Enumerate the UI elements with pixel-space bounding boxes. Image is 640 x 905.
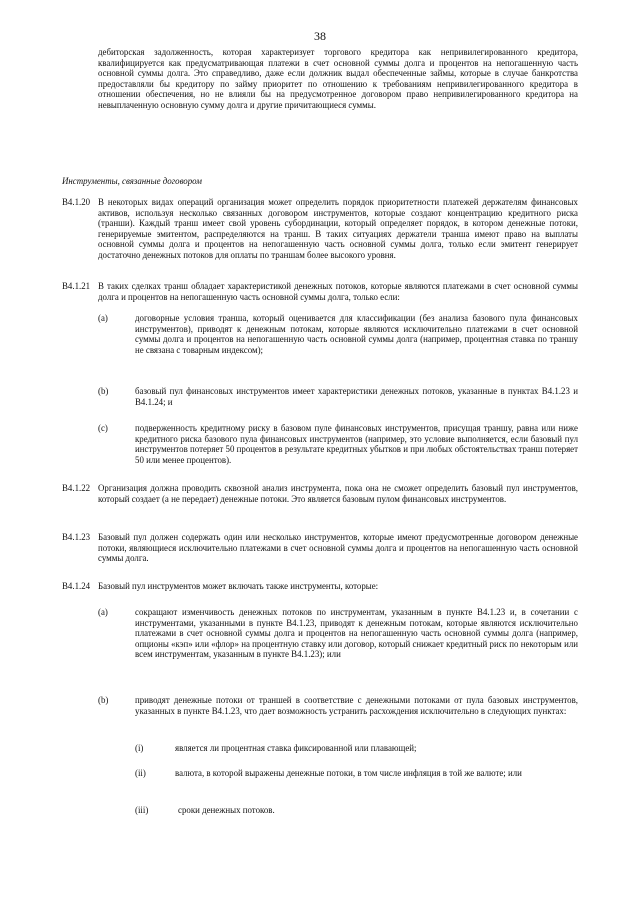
paragraph-text: Организация должна проводить сквозной анализ инструмента, пока она не сможет определить базовый пул инструментов, который создает (а не передает) денежные потоки. Это является базовым пулом финансовых инструментов. bbox=[98, 483, 578, 504]
paragraph-text: В таких сделках транш обладает характеристикой денежных потоков, которые являются платежами в счет основной суммы долга и процентов на непогашенную часть основной суммы долга, только если: bbox=[98, 281, 578, 302]
sublist-item-text: валюта, в которой выражены денежные потоки, в том числе инфляция в той же валюте; или bbox=[175, 768, 522, 778]
paragraph-code: B4.1.23 bbox=[62, 532, 91, 542]
paragraph-text: В некоторых видах операций организация может определить порядок приоритетности платежей держателям финансовых активов, используя несколько связанных договором инструментов, которые создают концентрацию кредитного риска (транши). Каждый транш имеет свой уровень субординации, который определяет порядок, в котором денежные потоки, генерируемые эмитентом, распределяются на транш. В таких ситуациях держатели транша имеют право на выплаты основной суммы долга и процентов на непогашенную часть основной суммы долга, только если эмитент генерирует достаточно денежных потоков для оплаты по траншам более высокого уровня. bbox=[98, 197, 578, 260]
list-item-text: базовый пул финансовых инструментов имеет характеристики денежных потоков, указанные в пунктах B4.1.23 и B4.1.24; и bbox=[135, 386, 578, 407]
list-item-label: (a) bbox=[98, 607, 108, 617]
list-item-text: договорные условия транша, который оценивается для классификации (без анализа базового пула финансовых инструментов), приводят к денежным потокам, которые являются исключительно платежами в счет основной суммы долга и процентов на непогашенную часть основной суммы долга (например, процентная ставка по траншу не связана с товарным индексом); bbox=[135, 313, 578, 355]
section-heading: Инструменты, связанные договором bbox=[62, 176, 202, 186]
sublist-item-label: (iii) bbox=[135, 805, 149, 815]
sublist-item-label: (i) bbox=[135, 743, 144, 753]
list-item-label: (a) bbox=[98, 313, 108, 323]
page-number: 38 bbox=[314, 29, 326, 43]
paragraph-code: B4.1.24 bbox=[62, 581, 91, 591]
paragraph-text: Базовый пул должен содержать один или несколько инструментов, которые имеют предусмотренные договором денежные потоки, являющиеся исключительно платежами в счет основной суммы долга и процентов на непогашенную часть основной суммы долга. bbox=[98, 532, 578, 564]
list-item-label: (c) bbox=[98, 423, 108, 433]
list-item-text: приводят денежные потоки от траншей в соответствие с денежными потоками от пула базовых инструментов, указанных в пункте B4.1.23, что дает возможность устранить расхождения исключительно в следующих пунктах: bbox=[135, 695, 578, 716]
paragraph-code: B4.1.21 bbox=[62, 281, 91, 291]
paragraph-code: B4.1.20 bbox=[62, 197, 91, 207]
sublist-item-label: (ii) bbox=[135, 768, 146, 778]
list-item-label: (b) bbox=[98, 695, 109, 705]
paragraph-text: Базовый пул инструментов может включать также инструменты, которые: bbox=[98, 581, 379, 591]
list-item-text: подверженность кредитному риску в базовом пуле финансовых инструментов, присущая траншу, равна или ниже кредитного риска базового пула финансовых инструментов (например, это условие выполняется, если базовый пул инструментов потеряет 50 процентов в результате кредитных убытков и при любых обстоятельствах транш потеряет 50 или менее процентов). bbox=[135, 423, 578, 465]
paragraph-code: B4.1.22 bbox=[62, 483, 91, 493]
list-item-label: (b) bbox=[98, 386, 109, 396]
sublist-item-text: сроки денежных потоков. bbox=[178, 805, 275, 815]
intro-paragraph: дебиторская задолженность, которая характеризует торгового кредитора как непривилегированного кредитора, квалифицируется как предусматривающая платежи в счет основной суммы долга и процентов на непогашенную часть основной суммы долга. Это справедливо, даже если должник выдал обеспеченные займы, которые в случае банкротства предоставляли бы кредитору по займу приоритет по отношению к требованиям непривилегированного кредитора в отношении обеспечения, но не влияли бы на предусмотренное договором право непривилегированного кредитора на невыплаченную основную сумму долга и другие причитающиеся суммы. bbox=[98, 47, 578, 110]
list-item-text: сокращают изменчивость денежных потоков по инструментам, указанным в пункте B4.1.23 и, в сочетании с инструментами, указанными в пункте B4.1.23, приводят к денежным потокам, которые являются исключительно платежами в счет основной суммы долга и процентов на непогашенную часть основной суммы долга (например, опционы «кэп» или «флор» на процентную ставку или договор, который снижает кредитный риск по некоторым или всем инструментам, указанным в пункте B4.1.23); или bbox=[135, 607, 578, 660]
sublist-item-text: является ли процентная ставка фиксированной или плавающей; bbox=[175, 743, 417, 753]
